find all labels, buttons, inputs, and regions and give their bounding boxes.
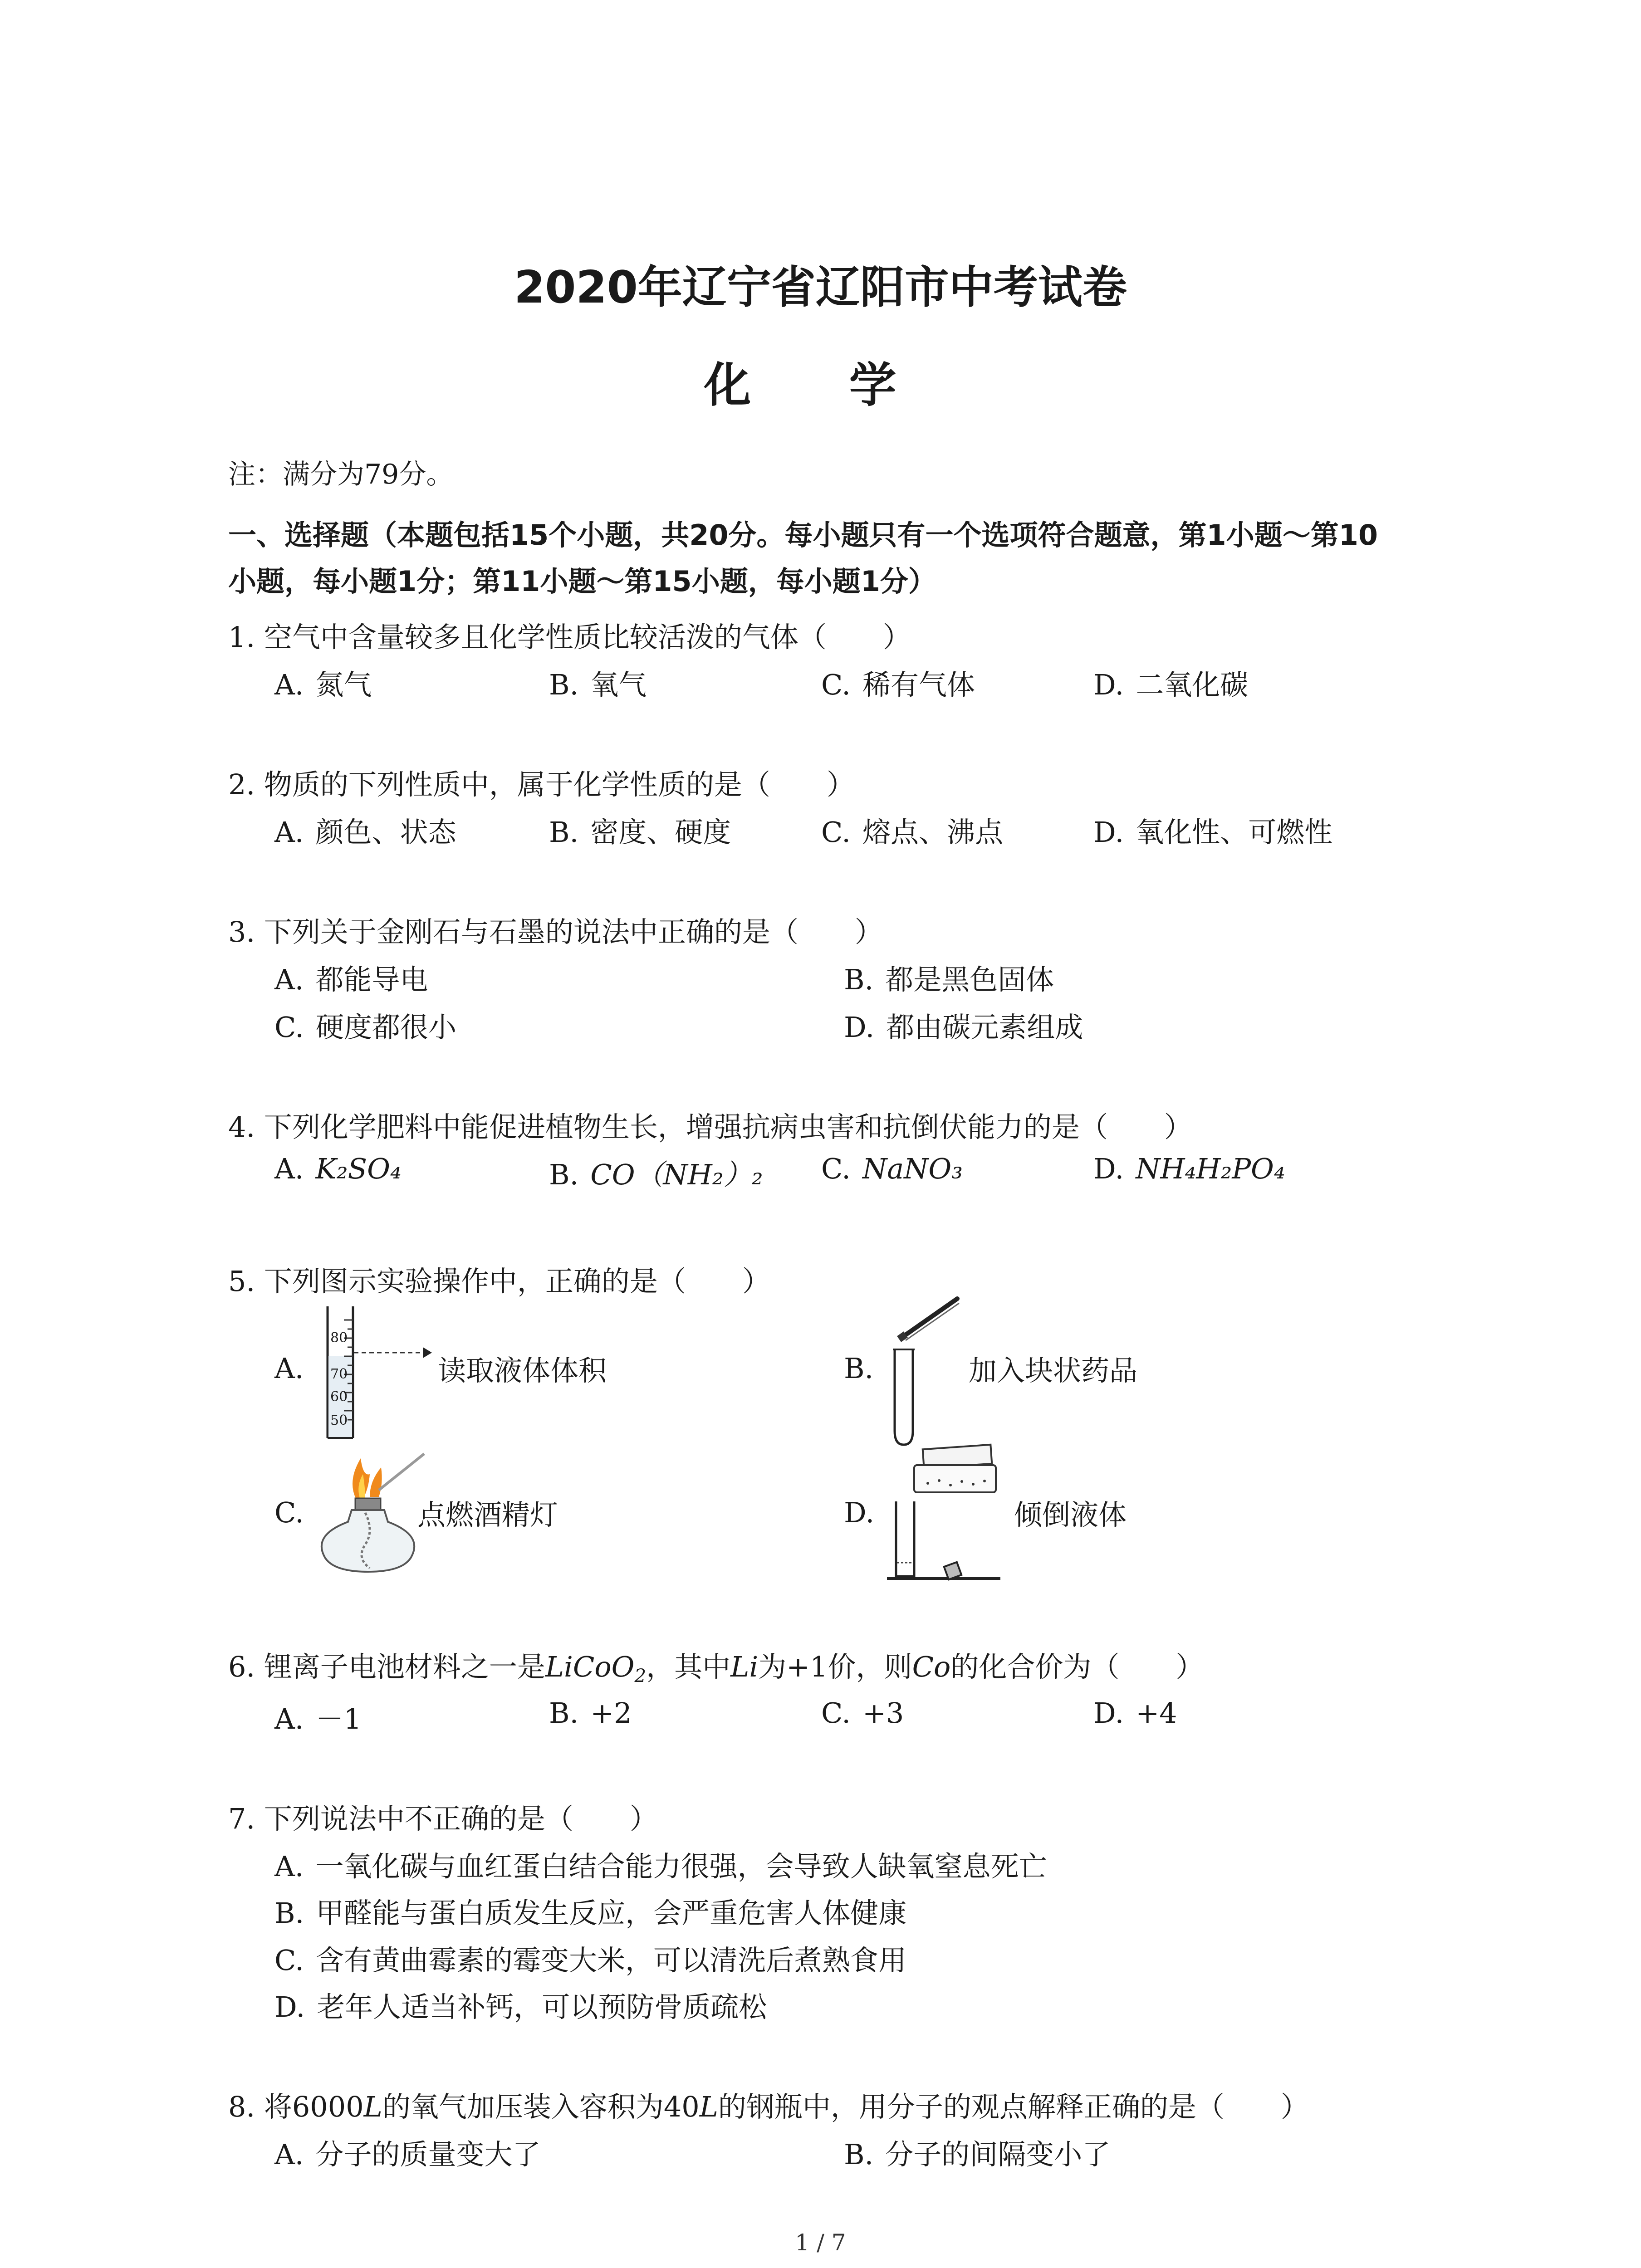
section-heading-line2: 小题，每小题1分；第11小题～第15小题，每小题1分） [228, 565, 936, 598]
alcohol-lamp-icon [320, 1449, 429, 1576]
document-title: 2020年辽宁省辽阳市中考试卷 [514, 262, 1127, 313]
question-1-stem: 1. 空气中含量较多且化学性质比较活泼的气体（ ） [228, 621, 911, 654]
question-8-stem: 8. 将6000L的氧气加压装入容积为40L的钢瓶中，用分子的观点解释正确的是（ ） [228, 2090, 1309, 2123]
question-2-option-b: B. 密度、硬度 [549, 816, 731, 849]
question-6-option-b: B. +2 [549, 1696, 632, 1730]
question-2-stem: 2. 物质的下列性质中，属于化学性质的是（ ） [228, 768, 855, 801]
question-4-option-a: A. K₂SO₄ [274, 1152, 402, 1185]
question-1-option-a: A. 氮气 [274, 668, 372, 701]
question-5-option-c-text: 点燃酒精灯 [417, 1498, 558, 1531]
question-7-option-c: C. 含有黄曲霉素的霉变大米，可以清洗后煮熟食用 [274, 1944, 906, 1977]
question-5-option-a-text: 读取液体体积 [438, 1354, 607, 1387]
question-3-option-d: D. 都由碳元素组成 [844, 1011, 1083, 1044]
question-6-option-a: A. －1 [274, 1702, 362, 1735]
cylinder-mark-50: 50 [330, 1413, 348, 1428]
question-6-stem: 6. 锂离子电池材料之一是LiCoO$_2$，其中Li为+1价，则Co的化合价为（ ） [228, 1650, 1204, 1687]
page-number: 1 / 7 [795, 2229, 846, 2256]
question-2-option-d: D. 氧化性、可燃性 [1093, 816, 1333, 849]
cylinder-mark-60: 60 [330, 1389, 348, 1405]
question-7-option-d: D. 老年人适当补钙，可以预防骨质疏松 [274, 1990, 767, 2024]
document-subject: 化 学 [704, 357, 937, 413]
question-4-option-c: C. NaNO₃ [821, 1152, 963, 1185]
question-3-option-c: C. 硬度都很小 [274, 1011, 456, 1044]
question-5-stem: 5. 下列图示实验操作中，正确的是（ ） [228, 1265, 770, 1298]
question-4-option-d: D. NH₄H₂PO₄ [1093, 1152, 1285, 1185]
question-8-option-b: B. 分子的间隔变小了 [844, 2138, 1111, 2171]
question-2-option-a: A. 颜色、状态 [274, 816, 456, 849]
question-3-option-a: A. 都能导电 [274, 963, 428, 996]
question-3-option-b: B. 都是黑色固体 [844, 963, 1054, 996]
question-1-option-c: C. 稀有气体 [821, 668, 975, 701]
question-5-option-b-letter: B. [844, 1352, 874, 1385]
score-note: 注：满分为79分。 [228, 459, 454, 490]
question-5-option-d-text: 倾倒液体 [1014, 1498, 1127, 1531]
question-5-option-b-text: 加入块状药品 [969, 1354, 1138, 1387]
question-5-option-d-letter: D. [844, 1496, 875, 1529]
question-1-option-b: B. 氧气 [549, 668, 647, 701]
pouring-liquid-icon [887, 1442, 1005, 1588]
question-8-option-a: A. 分子的质量变大了 [274, 2138, 541, 2171]
section-heading-line1: 一、选择题（本题包括15个小题，共20分。每小题只有一个选项符合题意，第1小题～第10 [228, 518, 1378, 552]
cylinder-mark-70: 70 [330, 1366, 348, 1382]
question-7-option-a: A. 一氧化碳与血红蛋白结合能力很强，会导致人缺氧窒息死亡 [274, 1850, 1047, 1883]
question-5-option-a-letter: A. [274, 1352, 304, 1385]
question-7-option-b: B. 甲醛能与蛋白质发生反应，会严重危害人体健康 [274, 1897, 907, 1930]
question-7-stem: 7. 下列说法中不正确的是（ ） [228, 1802, 658, 1835]
cylinder-mark-80: 80 [330, 1330, 348, 1346]
question-1-option-d: D. 二氧化碳 [1093, 668, 1249, 701]
question-4-option-b: B. CO（NH₂）₂ [549, 1158, 763, 1191]
question-4-stem: 4. 下列化学肥料中能促进植物生长，增强抗病虫害和抗倒伏能力的是（ ） [228, 1110, 1192, 1144]
question-5-option-c-letter: C. [274, 1496, 304, 1529]
question-3-stem: 3. 下列关于金刚石与石墨的说法中正确的是（ ） [228, 915, 883, 948]
question-6-option-d: D. +4 [1093, 1696, 1177, 1730]
question-2-option-c: C. 熔点、沸点 [821, 816, 1003, 849]
question-6-option-c: C. +3 [821, 1696, 904, 1730]
